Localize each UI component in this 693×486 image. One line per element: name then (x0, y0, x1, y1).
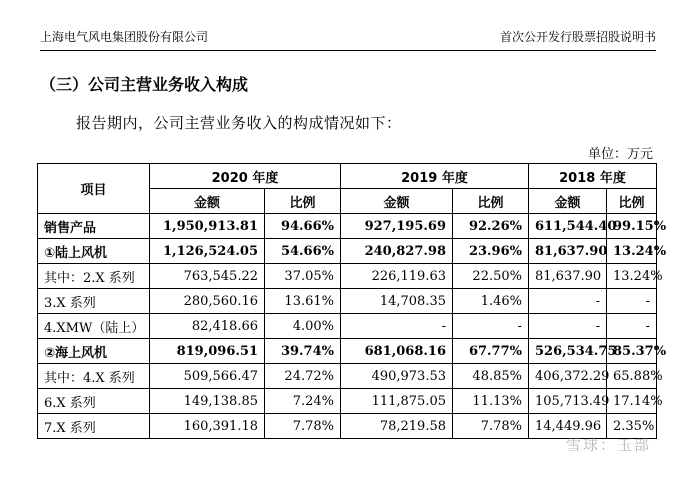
ratio-cell: 22.50% (453, 264, 529, 289)
amount-cell: 509,566.47 (150, 364, 265, 389)
row-label: 销售产品 (38, 214, 150, 239)
ratio-cell: 67.77% (453, 339, 529, 364)
amount-header: 金额 (341, 189, 453, 214)
unit-label: 单位：万元 (587, 147, 653, 162)
row-label: 7.X 系列 (38, 414, 150, 439)
table-row (38, 364, 657, 389)
table-row (38, 289, 657, 314)
amount-cell: 611,544.40 (529, 214, 607, 239)
ratio-cell: 23.96% (453, 239, 529, 264)
amount-cell: 1,126,524.05 (150, 239, 265, 264)
amount-cell: 111,875.05 (341, 389, 453, 414)
ratio-cell: 92.26% (453, 214, 529, 239)
amount-cell: 14,449.96 (529, 414, 607, 439)
ratio-cell: 7.78% (265, 414, 341, 439)
document-title: 首次公开发行股票招股说明书 (499, 30, 656, 44)
intro-text: 报告期内，公司主营业务收入的构成情况如下： (76, 114, 402, 132)
amount-cell: 105,713.49 (529, 389, 607, 414)
amount-cell: - (529, 289, 607, 314)
amount-cell: 490,973.53 (341, 364, 453, 389)
row-label: 6.X 系列 (38, 389, 150, 414)
amount-cell: 819,096.51 (150, 339, 265, 364)
year-header-2019: 2019 年度 (341, 164, 529, 189)
item-header: 项目 (38, 164, 150, 214)
row-label: 4.XMW（陆上） (38, 314, 150, 339)
ratio-cell: 13.24% (607, 239, 657, 264)
ratio-cell: 7.78% (453, 414, 529, 439)
ratio-cell: 13.24% (607, 264, 657, 289)
revenue-table (37, 163, 667, 439)
ratio-cell: 54.66% (265, 239, 341, 264)
amount-cell: 280,560.16 (150, 289, 265, 314)
amount-cell: 149,138.85 (150, 389, 265, 414)
amount-cell: 81,637.90 (529, 264, 607, 289)
ratio-cell: 65.88% (607, 364, 657, 389)
amount-cell: 82,418.66 (150, 314, 265, 339)
amount-header: 金额 (150, 189, 265, 214)
company-name: 上海电气风电集团股份有限公司 (40, 30, 209, 44)
amount-cell: 927,195.69 (341, 214, 453, 239)
year-header-2018: 2018 年度 (529, 164, 657, 189)
amount-cell: 81,637.90 (529, 239, 607, 264)
ratio-cell: - (607, 289, 657, 314)
ratio-cell: 37.05% (265, 264, 341, 289)
row-label: ①陆上风机 (38, 239, 150, 264)
ratio-cell: - (607, 314, 657, 339)
ratio-cell: 17.14% (607, 389, 657, 414)
ratio-cell: 7.24% (265, 389, 341, 414)
row-label: 其中：4.X 系列 (38, 364, 150, 389)
ratio-header: 比例 (607, 189, 657, 214)
amount-cell: 240,827.98 (341, 239, 453, 264)
amount-cell: 226,119.63 (341, 264, 453, 289)
amount-cell: 78,219.58 (341, 414, 453, 439)
ratio-cell: 24.72% (265, 364, 341, 389)
ratio-cell: 1.46% (453, 289, 529, 314)
table-row (38, 214, 657, 239)
page-header (40, 28, 656, 51)
table-row (38, 414, 657, 439)
ratio-cell: 39.74% (265, 339, 341, 364)
row-label: 其中：2.X 系列 (38, 264, 150, 289)
ratio-cell: 4.00% (265, 314, 341, 339)
ratio-cell: 94.66% (265, 214, 341, 239)
ratio-cell: - (453, 314, 529, 339)
table-row (38, 314, 657, 339)
ratio-cell: 85.37% (607, 339, 657, 364)
row-label: ②海上风机 (38, 339, 150, 364)
amount-cell: 526,534.75 (529, 339, 607, 364)
ratio-cell: 11.13% (453, 389, 529, 414)
ratio-header: 比例 (453, 189, 529, 214)
amount-cell: 406,372.29 (529, 364, 607, 389)
amount-cell: 14,708.35 (341, 289, 453, 314)
ratio-header: 比例 (265, 189, 341, 214)
year-header-2020: 2020 年度 (150, 164, 341, 189)
section-title: （三）公司主营业务收入构成 (40, 75, 249, 94)
row-label: 3.X 系列 (38, 289, 150, 314)
amount-cell: - (341, 314, 453, 339)
table-row (38, 264, 657, 289)
table-row (38, 239, 657, 264)
table-row (38, 389, 657, 414)
table-row (38, 339, 657, 364)
amount-header: 金额 (529, 189, 607, 214)
ratio-cell: 99.15% (607, 214, 657, 239)
watermark: 雪球：玉部 (565, 436, 651, 454)
amount-cell: 1,950,913.81 (150, 214, 265, 239)
amount-cell: 681,068.16 (341, 339, 453, 364)
ratio-cell: 48.85% (453, 364, 529, 389)
ratio-cell: 13.61% (265, 289, 341, 314)
ratio-cell: 2.35% (607, 414, 657, 439)
amount-cell: - (529, 314, 607, 339)
amount-cell: 160,391.18 (150, 414, 265, 439)
amount-cell: 763,545.22 (150, 264, 265, 289)
